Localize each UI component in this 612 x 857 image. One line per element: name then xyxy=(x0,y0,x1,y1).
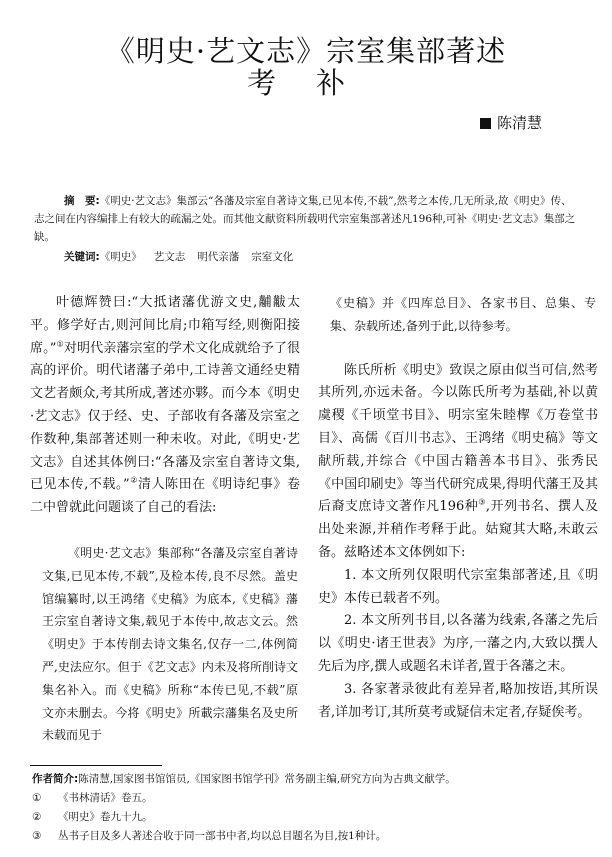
right-column xyxy=(318,292,598,724)
footnote-item: ① 《书林清话》卷五。 xyxy=(32,789,592,808)
footnote-divider xyxy=(30,765,162,766)
quote-text-end: 《史稿》并《四库总目》、各家书目、总集、专集、杂载所述,备列于此,以待参考。 xyxy=(330,296,596,333)
author-bio: 作者简介:陈清慧,国家图书馆馆员,《国家图书馆学刊》常务副主编,研究方向为古典文献学。 xyxy=(32,773,456,785)
abstract-block xyxy=(34,192,580,266)
style-rule-3: 3. 各家著录彼此有差异者,略加按语,其所误者,详加考订,其所莫考或疑信未定者,存疑俟考。 xyxy=(318,681,598,720)
quote-text: 《明史·艺文志》集部称“各藩及宗室自著诗文集,已见本传,不载”,及检本传,良不尽然。盖史馆编纂时,以王鸿绪《史稿》为底本,《史稿》藩王宗室自著诗文集,载见于本传中,故志文云。然《明史》于本传削去诗文集名,仅存一二,体例简严,史法应尔。但于《艺文志》内未及将所削诗文集名补入。而《史稿》所称“本传已见,不载”原文亦未删去。今将《明史》所載宗藩集名及史所未载而见于 xyxy=(42,545,298,743)
article-title-line2: 考补 xyxy=(246,66,385,100)
block-quote xyxy=(30,542,300,747)
author-bio-label: 作者简介: xyxy=(32,773,79,785)
footnote-item: ③ 丛书子目及多人著述合收于同一部书中者,均以总目题名为目,按1种计。 xyxy=(32,827,592,846)
footnote-ref[interactable]: ① xyxy=(56,339,64,349)
footnote-mark: ① xyxy=(32,792,42,804)
black-square-icon xyxy=(480,118,491,129)
body-paragraph: 叶德辉赞曰:“大抵诸藩优游文史,黼黻太平。修学好古,则河间比肩;巾箱写经,则衡阳接席。”①对明代亲藩宗室的学术文化成就给予了很高的评价。明代诸藩子弟中,工诗善文通经史精文艺者颇众,考其所成,著述亦夥。而今本《明史·艺文志》仅于经、史、子部收有各藩及宗室之作数种,集部著述则一种未收。对此,《明史·艺文志》自述其体例曰:“各藩及宗室自著诗文集,已见本传,不载。”②清人陈田在《明诗纪事》卷二中曾就此问题谈了自己的看法: xyxy=(30,295,300,516)
keyword: 艺文志 xyxy=(153,251,186,263)
article-title: 《明史·艺文志》宗室集部著述 xyxy=(105,34,507,68)
keywords-line xyxy=(34,248,580,266)
author-byline xyxy=(480,112,542,133)
footnote-mark: ③ xyxy=(32,830,42,842)
abstract-paragraph xyxy=(34,192,580,246)
body-paragraph: 陈氏所析《明史》致误之原由似当可信,然考其所列,亦远未备。今以陈氏所考为基础,补以黄虞稷《千顷堂书目》、明宗室朱睦㮮《万卷堂书目》、高儒《百川书志》、王鸿绪《明史稿》等文献所载,并综合《中国古籍善本书目》、张秀民《中国印刷史》等当代研究成果,得明代藩王及其后裔支庶诗文著作凡196种③,开列书名、撰人及出处来源,并稍作考释于此。姑窥其大略,未敢云备。兹略述本文体例如下: xyxy=(318,362,598,560)
style-rule-1: 1. 本文所列仅限明代宗室集部著述,且《明史》本传已载者不列。 xyxy=(318,567,598,606)
abstract-label: 摘 要: xyxy=(64,195,100,207)
block-quote-continued xyxy=(318,292,598,338)
keyword: 明代亲藩 xyxy=(197,251,240,263)
footnotes xyxy=(32,770,592,846)
author-name: 陈清慧 xyxy=(496,114,542,132)
keyword: 宗室文化 xyxy=(251,251,294,263)
abstract-text: 《明史·艺文志》集部云“各藩及宗室自著诗文集,已见本传,不载”,然考之本传,几无所录,故《明史》传、志之间在内容编排上有较大的疏漏之处。而其他文献资料所载明代宗室集部著述凡196种,可补《明史·艺文志》集部之缺。 xyxy=(34,195,576,243)
footnote-ref[interactable]: ③ xyxy=(478,498,486,508)
footnote-item: ② 《明史》卷九十九。 xyxy=(32,808,592,827)
footnote-mark: ② xyxy=(32,811,42,823)
footnote-ref[interactable]: ② xyxy=(129,476,138,486)
keywords-label: 关键词: xyxy=(64,251,100,263)
style-rule-2: 2. 本文所列书目,以各藩为线索,各藩之先后以《明史·诸王世表》为序,一藩之内,大致以撰人先后为序,撰人或题名未详者,置于各藩之末。 xyxy=(318,613,598,674)
keyword: 《明史》 xyxy=(99,251,142,263)
left-column xyxy=(30,292,300,747)
